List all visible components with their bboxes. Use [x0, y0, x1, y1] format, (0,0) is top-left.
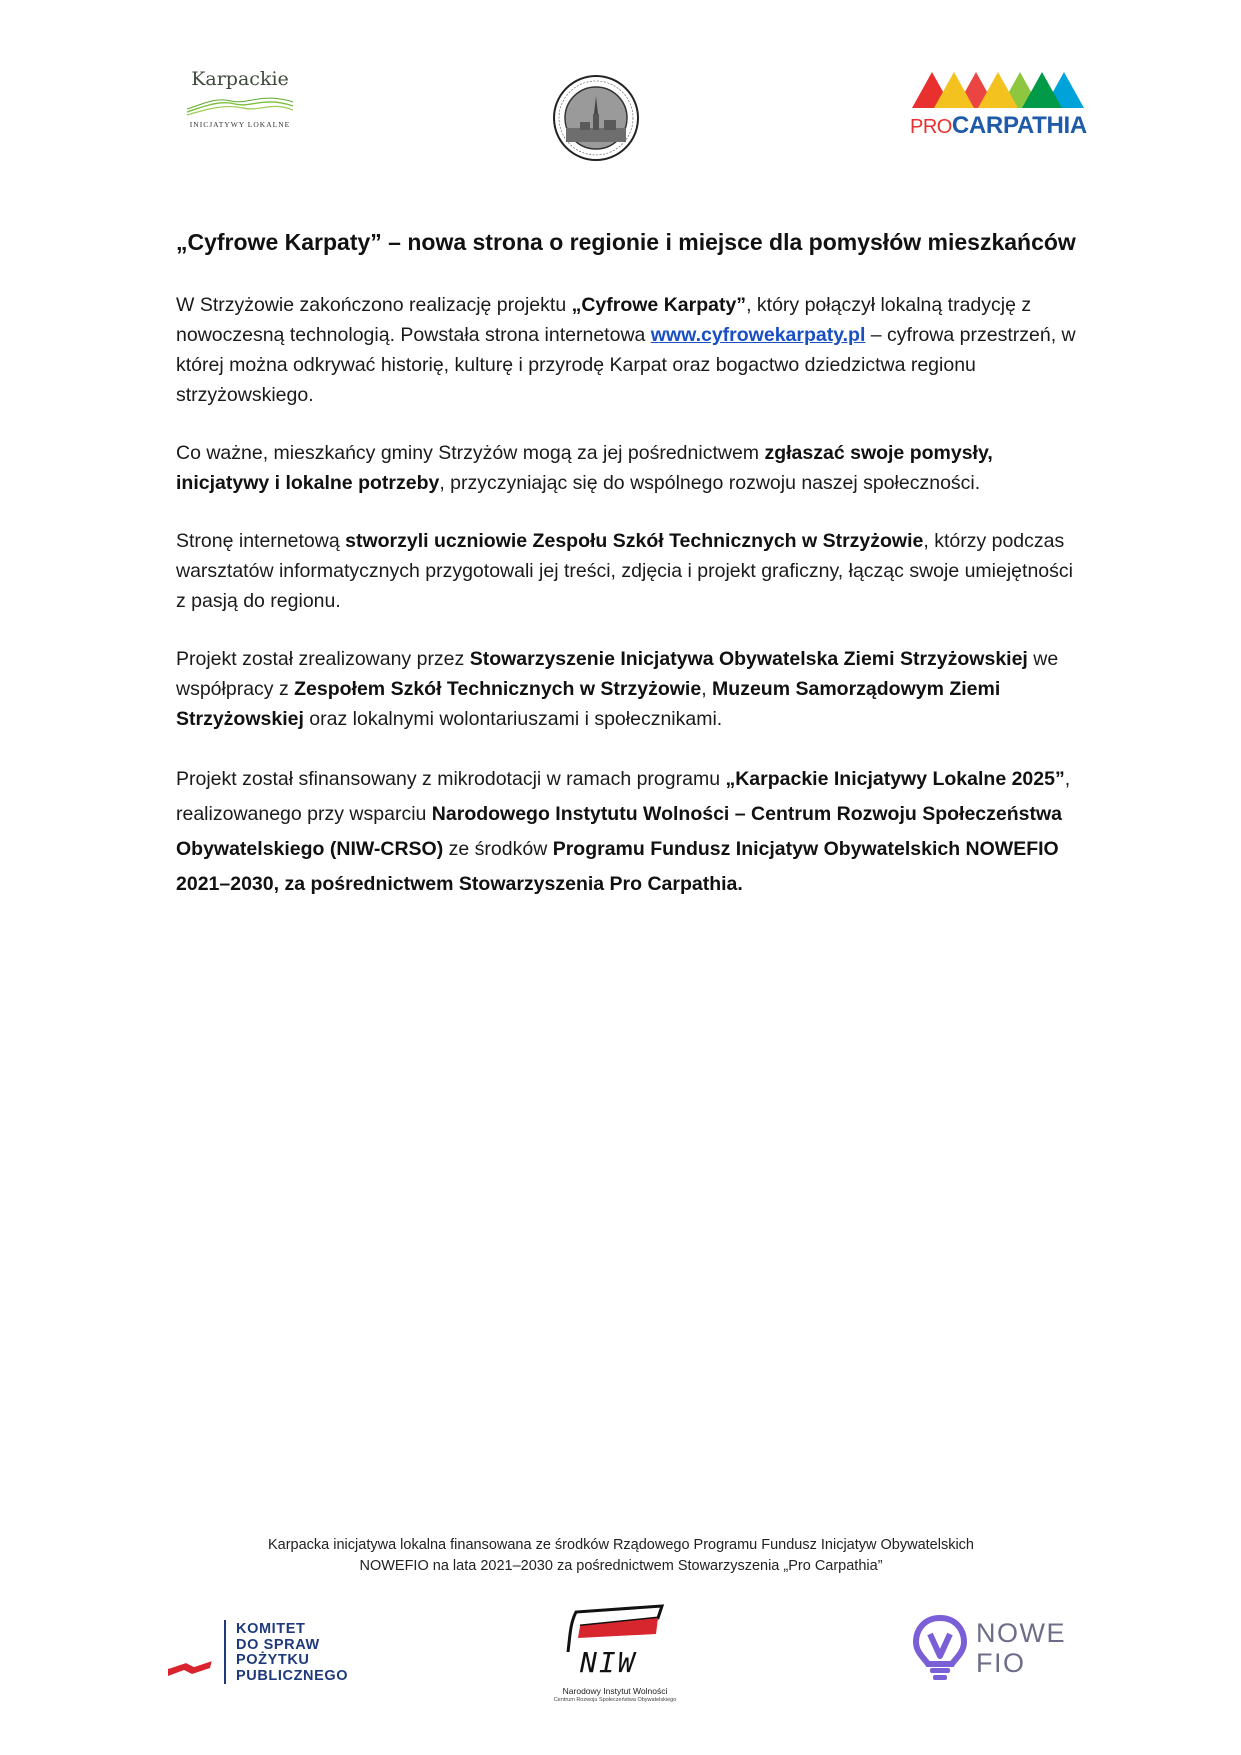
p1-text-d: – cyfrowa przestrzeń, w której można odkrywać historię, kulturę i przyrodę Karpat oraz bogactwo dziedzictwa regionu strzyżowskiego. — [176, 324, 1076, 406]
karpackie-inicjatywy-logo — [180, 68, 300, 148]
niw-subtitle: Centrum Rozwoju Społeczeństwa Obywatelskiego — [553, 1697, 677, 1703]
komitet-line4: PUBLICZNEGO — [236, 1667, 349, 1684]
paragraph-partners — [176, 644, 1081, 734]
niw-logo — [540, 1600, 690, 1710]
p5-text-c: , realizowanego przy wsparciu — [176, 768, 1071, 825]
mountains-icon — [185, 92, 295, 118]
p3-text-a: Stronę internetową — [176, 530, 346, 552]
p1-text-a: W Strzyżowie zakończono realizację projektu — [176, 294, 572, 316]
komitet-logo — [166, 1618, 366, 1688]
p1-project-name: „Cyfrowe Karpaty” — [571, 294, 747, 316]
nowefio-line2: FIO — [976, 1648, 1026, 1678]
nowefio-line1: NOWE — [976, 1618, 1066, 1648]
paragraph-funding — [176, 762, 1081, 902]
stowarzyszenie-seal-logo — [552, 74, 640, 162]
p5-text-e: ze środków — [443, 838, 553, 860]
p1-text-c: , który połączył lokalną tradycję z nowoczesną technologią. Powstała strona internetowa — [176, 294, 1032, 346]
footer-note-line1: Karpacka inicjatywa lokalna finansowana ze środków Rządowego Programu Fundusz Inicjatyw Obywatelskich — [267, 1537, 974, 1553]
p5-bold-fio: Programu Fundusz Inicjatyw Obywatelskich NOWEFIO 2021–2030, za pośrednictwem Stowarzyszenia Pro Carpathia. — [176, 838, 1059, 895]
p2-text-a: Co ważne, mieszkańcy gminy Strzyżów mogą za jej pośrednictwem — [176, 442, 765, 464]
komitet-divider — [224, 1620, 226, 1684]
p5-text-a: Projekt został sfinansowany z mikrodotacji w ramach programu — [176, 768, 726, 790]
procarpathia-logo — [910, 70, 1086, 140]
komitet-line1: KOMITET — [236, 1621, 306, 1637]
article-title: „Cyfrowe Karpaty” – nowa strona o regionie i miejsce dla pomysłów mieszkańców — [176, 229, 1076, 255]
p5-bold-niw: Narodowego Instytutu Wolności – Centrum Rozwoju Społeczeństwa Obywatelskiego (NIW-CRSO) — [176, 803, 1062, 860]
nowefio-logo — [910, 1614, 1066, 1694]
p2-bold: zgłaszać swoje pomysły, inicjatywy i lokalne potrzeby — [176, 442, 993, 494]
procarpathia-wordmark — [910, 112, 1086, 140]
paragraph-intro — [176, 290, 1081, 410]
komitet-wordmark — [236, 1622, 348, 1684]
p4-text-c: we współpracy z — [176, 648, 1059, 700]
polish-flag-eagle-icon — [166, 1658, 214, 1682]
karpackie-logo-subtitle: INICJATYWY LOKALNE — [189, 120, 291, 129]
footer-note-line2: NOWEFIO na lata 2021–2030 za pośrednictwem Stowarzyszenia „Pro Carpathia” — [359, 1558, 883, 1574]
p4-text-g: oraz lokalnymi wolontariuszami i społecznikami. — [303, 708, 723, 730]
p4-bold-association: Stowarzyszenie Inicjatywa Obywatelska Ziemi Strzyżowskiej — [469, 648, 1028, 670]
procarpathia-carpathia: CARPATHIA — [951, 112, 1087, 139]
karpackie-logo-title: Karpackie — [191, 68, 289, 90]
footer-funding-note — [176, 1535, 1066, 1577]
p4-bold-school: Zespołem Szkół Technicznych w Strzyżowie — [294, 678, 702, 700]
p2-text-c: , przyczyniając się do wspólnego rozwoju naszej społeczności. — [439, 472, 981, 494]
triangles-icon — [910, 70, 1086, 110]
komitet-line2: DO SPRAW — [236, 1636, 320, 1653]
paragraph-students — [176, 526, 1081, 616]
p3-text-c: , którzy podczas warsztatów informatycznych przygotowali jej treści, zdjęcia i projekt graficzny, łącząc swoje umiejętności z pasją do regionu. — [176, 530, 1073, 612]
nowefio-wordmark — [976, 1618, 1066, 1678]
seal-emblem-icon — [552, 74, 640, 162]
p3-bold: stworzyli uczniowie Zespołu Szkół Technicznych w Strzyżowie — [345, 530, 924, 552]
niw-mark: NIW — [580, 1646, 637, 1679]
article-body — [176, 222, 1081, 930]
p5-bold-program: „Karpackie Inicjatywy Lokalne 2025” — [725, 768, 1065, 790]
komitet-line3: POŻYTKU — [236, 1652, 310, 1668]
p4-text-e: , — [701, 678, 713, 700]
website-link[interactable]: www.cyfrowekarpaty.pl — [650, 324, 866, 346]
niw-name: Narodowy Instytut Wolności — [562, 1686, 668, 1696]
lightbulb-icon — [910, 1614, 970, 1684]
paragraph-ideas — [176, 438, 1081, 498]
p4-bold-museum: Muzeum Samorządowym Ziemi Strzyżowskiej — [176, 678, 1001, 730]
p4-text-a: Projekt został zrealizowany przez — [176, 648, 470, 670]
procarpathia-pro: PRO — [910, 116, 952, 138]
